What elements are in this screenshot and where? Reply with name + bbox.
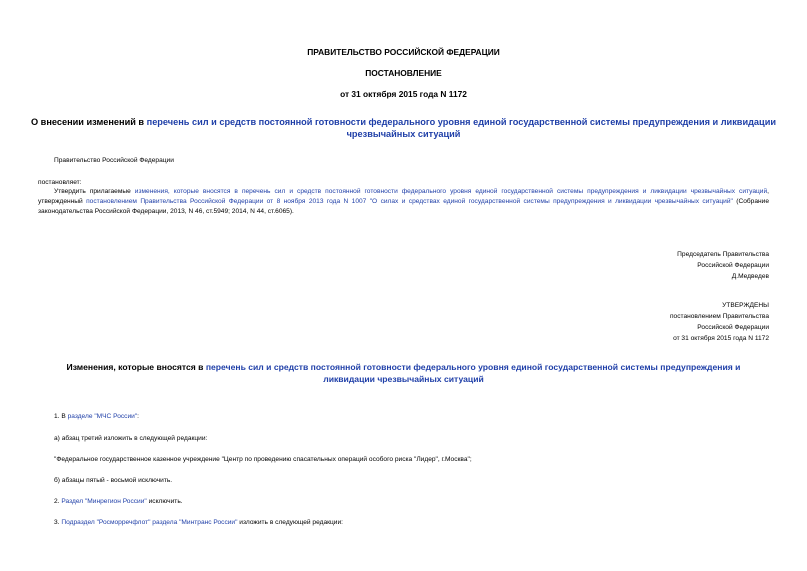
signature-block xyxy=(677,249,769,282)
changes-title-link[interactable]: перечень сил и средств постоянной готовности федерального уровня единой государственной системы предупреждения и ликвидации чрезвычайных ситуаций xyxy=(205,362,741,384)
document-date: от 31 октября 2015 года N 1172 xyxy=(340,89,467,99)
title-prefix: О внесении изменений в xyxy=(30,117,147,127)
p1-link-decree-1007[interactable]: постановлением Правительства Российской Федерации от 8 ноября 2013 года N 1007 "О силах и средствах единой государственной системы предупреждения и ликвидации чрезвычайных ситуаций" xyxy=(86,198,733,206)
intro-decrees: постановляет: xyxy=(38,179,82,186)
intro-government: Правительство Российской Федерации xyxy=(54,157,174,164)
item-2-link-minregion[interactable]: Раздел "Минрегион России" xyxy=(61,498,147,505)
item-1-suffix: : xyxy=(137,413,140,420)
item-3-prefix: 3. xyxy=(54,519,62,526)
item-1-prefix: 1. В xyxy=(54,413,68,420)
p1-mid: , утвержденный xyxy=(38,188,769,206)
item-1-link-mchs[interactable]: разделе "МЧС России" xyxy=(67,413,138,420)
approved-line-2: постановлением Правительства xyxy=(669,313,769,320)
changes-title xyxy=(50,362,757,385)
intro-paragraph xyxy=(38,187,769,218)
item-2-prefix: 2. xyxy=(54,498,62,505)
p1-end: (Собрание законодательства Российской Федерации, 2013, N 46, ст.5949; 2014, N 44, ст.6065). xyxy=(38,198,769,216)
signature-line-3: Д.Медведев xyxy=(731,273,769,280)
item-1a: а) абзац третий изложить в следующей редакции: xyxy=(54,435,208,442)
item-3 xyxy=(54,518,343,528)
item-2 xyxy=(54,497,183,507)
approved-line-4: от 31 октября 2015 года N 1172 xyxy=(673,335,769,342)
document-title xyxy=(30,116,777,140)
title-link-list[interactable]: перечень сил и средств постоянной готовности федерального уровня единой государственной системы предупреждения и ликвидации чрезвычайных ситуаций xyxy=(146,117,776,139)
item-1 xyxy=(54,412,139,422)
document-type: ПОСТАНОВЛЕНИЕ xyxy=(365,68,442,78)
item-3-suffix: изложить в следующей редакции: xyxy=(237,519,344,526)
item-1a-quote: "Федеральное государственное казенное учреждение "Центр по проведению спасательных операций особого риска "Лидер", г.Москва"; xyxy=(54,456,472,463)
p1-start: Утвердить прилагаемые xyxy=(54,188,135,195)
approved-line-1: УТВЕРЖДЕНЫ xyxy=(722,302,769,309)
item-1b: б) абзацы пятый - восьмой исключить. xyxy=(54,477,173,484)
signature-line-2: Российской Федерации xyxy=(697,262,769,269)
item-2-suffix: исключить. xyxy=(146,498,183,505)
government-heading: ПРАВИТЕЛЬСТВО РОССИЙСКОЙ ФЕДЕРАЦИИ xyxy=(307,47,500,57)
approved-line-3: Российской Федерации xyxy=(697,324,769,331)
approved-block xyxy=(670,300,769,344)
item-3-link-rosmorrechflot[interactable]: Подраздел "Росморречфлот" раздела "Минтранс России" xyxy=(61,519,238,526)
changes-title-prefix: Изменения, которые вносятся в xyxy=(66,362,206,372)
signature-line-1: Председатель Правительства xyxy=(677,251,769,258)
p1-link-changes[interactable]: изменения, которые вносятся в перечень сил и средств постоянной готовности федерального уровня единой государственной системы предупреждения и ликвидации чрезвычайных ситуаций xyxy=(134,188,768,195)
